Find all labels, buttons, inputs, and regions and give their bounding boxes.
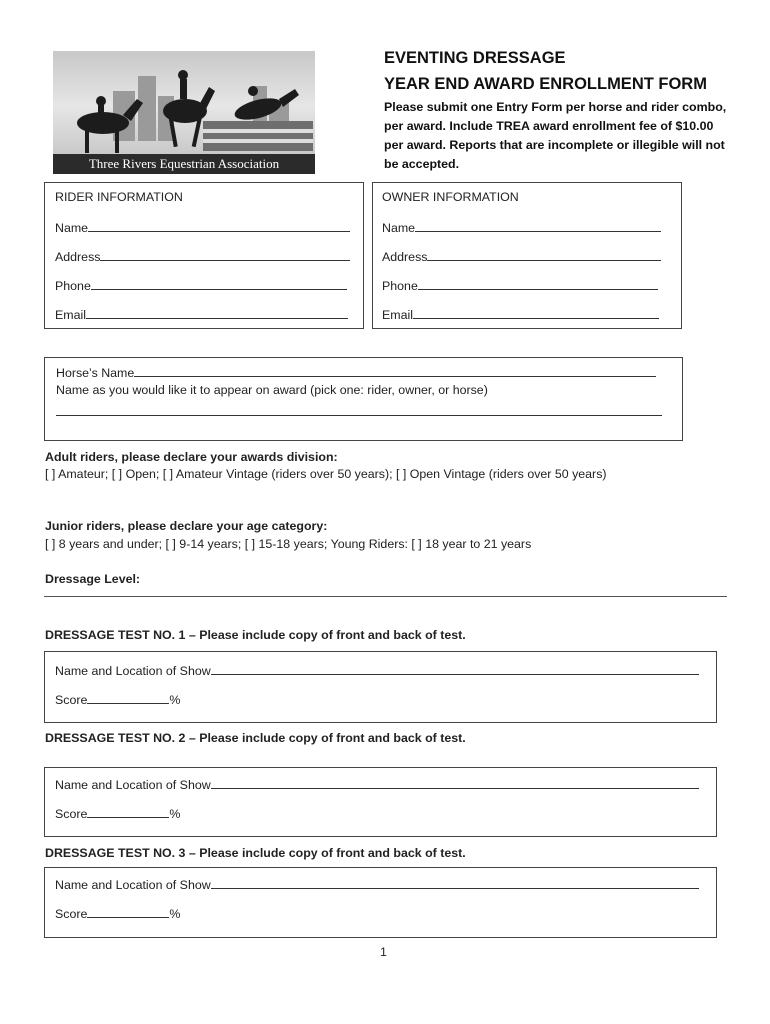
junior-category-heading: Junior riders, please declare your age category: bbox=[45, 519, 328, 533]
owner-address-field[interactable]: Address bbox=[382, 248, 661, 264]
rider-address-field[interactable]: Address bbox=[55, 248, 350, 264]
test-1-score-field[interactable]: Score % bbox=[55, 693, 181, 707]
test-3-score-field[interactable]: Score % bbox=[55, 907, 181, 921]
adult-division-options[interactable]: [ ] Amateur; [ ] Open; [ ] Amateur Vintage (riders over 50 years); [ ] Open Vintage (riders over 50 years) bbox=[45, 467, 607, 481]
form-title-line2: YEAR END AWARD ENROLLMENT FORM bbox=[384, 75, 707, 93]
logo-caption: Three Rivers Equestrian Association bbox=[53, 154, 315, 174]
test-2-score-field[interactable]: Score % bbox=[55, 807, 181, 821]
test-3-show-field[interactable]: Name and Location of Show bbox=[55, 876, 699, 892]
dressage-level-line[interactable] bbox=[44, 596, 727, 597]
page-number: 1 bbox=[380, 945, 387, 959]
test-3-heading: DRESSAGE TEST NO. 3 – Please include copy of front and back of test. bbox=[45, 846, 466, 860]
test-1-heading: DRESSAGE TEST NO. 1 – Please include copy of front and back of test. bbox=[45, 628, 466, 642]
junior-category-options[interactable]: [ ] 8 years and under; [ ] 9-14 years; [ ] 15-18 years; Young Riders: [ ] 18 year to 21 years bbox=[45, 537, 532, 551]
rider-name-field[interactable]: Name bbox=[55, 219, 350, 235]
owner-phone-field[interactable]: Phone bbox=[382, 277, 658, 293]
rider-phone-field[interactable]: Phone bbox=[55, 277, 347, 293]
adult-division-heading: Adult riders, please declare your awards division: bbox=[45, 450, 338, 464]
horse-name-field[interactable]: Horse’s Name bbox=[56, 364, 656, 380]
owner-name-field[interactable]: Name bbox=[382, 219, 661, 235]
form-instructions: Please submit one Entry Form per horse and rider combo, per award. Include TREA award enrollment fee of $10.00 per award. Reports that are incomplete or illegible will not be accepted. bbox=[384, 100, 727, 171]
owner-info-heading: OWNER INFORMATION bbox=[382, 190, 519, 204]
form-title-line1: EVENTING DRESSAGE bbox=[384, 49, 566, 67]
dressage-level-label: Dressage Level: bbox=[45, 572, 141, 586]
owner-email-field[interactable]: Email bbox=[382, 306, 659, 322]
association-logo bbox=[53, 51, 315, 174]
test-1-show-field[interactable]: Name and Location of Show bbox=[55, 662, 699, 678]
rider-email-field[interactable]: Email bbox=[55, 306, 348, 322]
award-name-field[interactable] bbox=[56, 403, 662, 419]
rider-info-heading: RIDER INFORMATION bbox=[55, 190, 183, 204]
award-name-label: Name as you would like it to appear on award (pick one: rider, owner, or horse) bbox=[56, 383, 488, 397]
test-2-heading: DRESSAGE TEST NO. 2 – Please include copy of front and back of test. bbox=[45, 731, 466, 745]
test-2-show-field[interactable]: Name and Location of Show bbox=[55, 776, 699, 792]
